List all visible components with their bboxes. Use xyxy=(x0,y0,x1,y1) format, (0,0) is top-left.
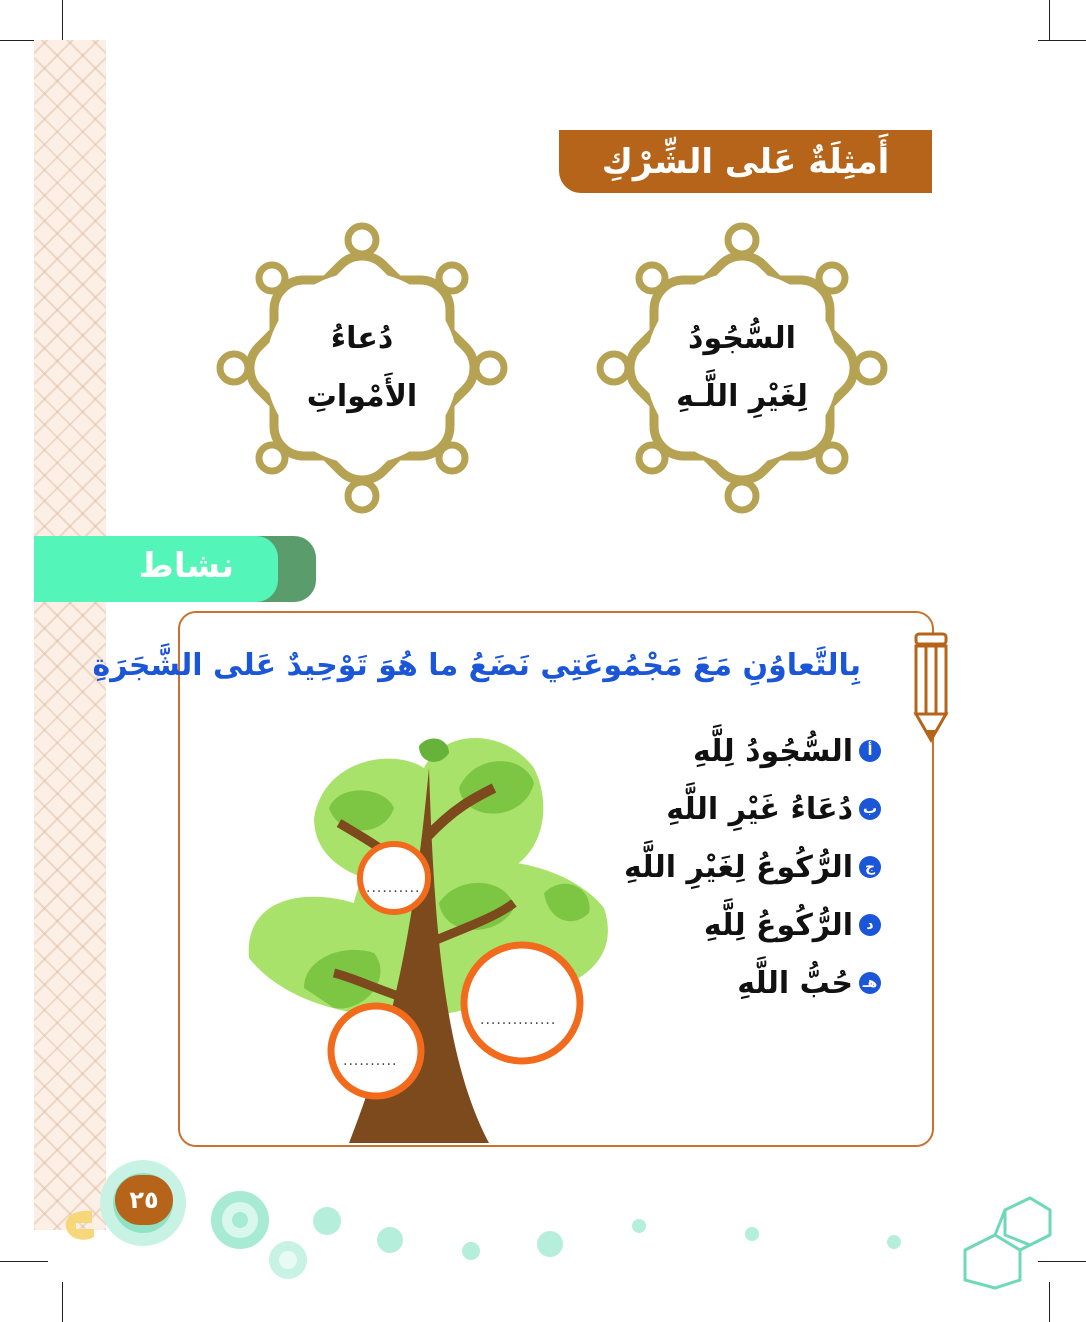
activity-label: نشاط xyxy=(138,546,234,586)
section-title xyxy=(559,130,932,193)
activity-tab xyxy=(34,536,316,602)
option-text: السُّجُودُ لِلَّهِ xyxy=(692,733,853,769)
option-marker: د xyxy=(859,914,881,936)
rosette-ornament-icon xyxy=(886,1234,902,1250)
publisher-logo-icon xyxy=(62,1205,98,1245)
option-text: الرُّكُوعُ لِغَيْرِ اللَّهِ xyxy=(624,849,853,885)
option-item[interactable] xyxy=(624,780,881,838)
tree-blank: .......... xyxy=(343,1053,398,1069)
rosette-ornament-icon xyxy=(536,1230,564,1258)
option-text: الرُّكُوعُ لِلَّهِ xyxy=(703,907,853,943)
rosette-ornament-icon xyxy=(210,1190,270,1250)
option-text: حُبُّ اللَّهِ xyxy=(737,965,853,1001)
crop-mark xyxy=(0,1261,48,1262)
example-line: السُّجُودُ xyxy=(688,321,796,356)
page-number: ٢٥ xyxy=(115,1175,173,1225)
activity-instruction: بِالتَّعاوُنِ مَعَ مَجْمُوعَتِي نَضَعُ ما هُوَ تَوْحِيدٌ عَلى الشَّجَرَةِ xyxy=(92,648,861,683)
crop-mark xyxy=(62,1282,63,1322)
tree-blank: .......... xyxy=(366,880,421,896)
tree-blank: .............. xyxy=(480,1012,557,1028)
crop-mark xyxy=(1038,40,1086,41)
option-text: دُعَاءُ غَيْرِ اللَّهِ xyxy=(666,791,853,827)
tree-illustration xyxy=(244,728,614,1143)
pencil-icon xyxy=(912,630,950,745)
example-line: لِغَيْرِ اللَّـهِ xyxy=(676,379,808,414)
rosette-ornament-icon xyxy=(268,1240,308,1280)
example-frame-1 xyxy=(592,218,892,518)
decorative-side-strip xyxy=(34,40,106,1230)
example-line: دُعاءُ xyxy=(330,321,394,356)
option-item[interactable] xyxy=(624,838,881,896)
option-marker: أ xyxy=(859,740,881,762)
crop-mark xyxy=(1049,0,1050,40)
option-marker: ب xyxy=(859,798,881,820)
rosette-ornament-icon xyxy=(744,1226,760,1242)
option-item[interactable] xyxy=(624,896,881,954)
rosette-ornament-icon xyxy=(461,1241,481,1261)
example-frame-2 xyxy=(212,218,512,518)
section-title-text: أَمثِلَةٌ عَلى الشِّرْكِ xyxy=(601,141,890,182)
option-item[interactable] xyxy=(624,722,881,780)
option-item[interactable] xyxy=(624,954,881,1012)
option-marker: ج xyxy=(859,856,881,878)
example-line: الأَمْواتِ xyxy=(306,379,418,414)
rosette-ornament-icon xyxy=(631,1218,647,1234)
geometric-pattern-icon xyxy=(955,1180,1055,1290)
options-list xyxy=(624,722,881,1012)
rosette-ornament-icon xyxy=(312,1206,342,1236)
option-marker: هـ xyxy=(859,972,881,994)
crop-mark xyxy=(62,0,63,40)
rosette-ornament-icon xyxy=(376,1226,404,1254)
